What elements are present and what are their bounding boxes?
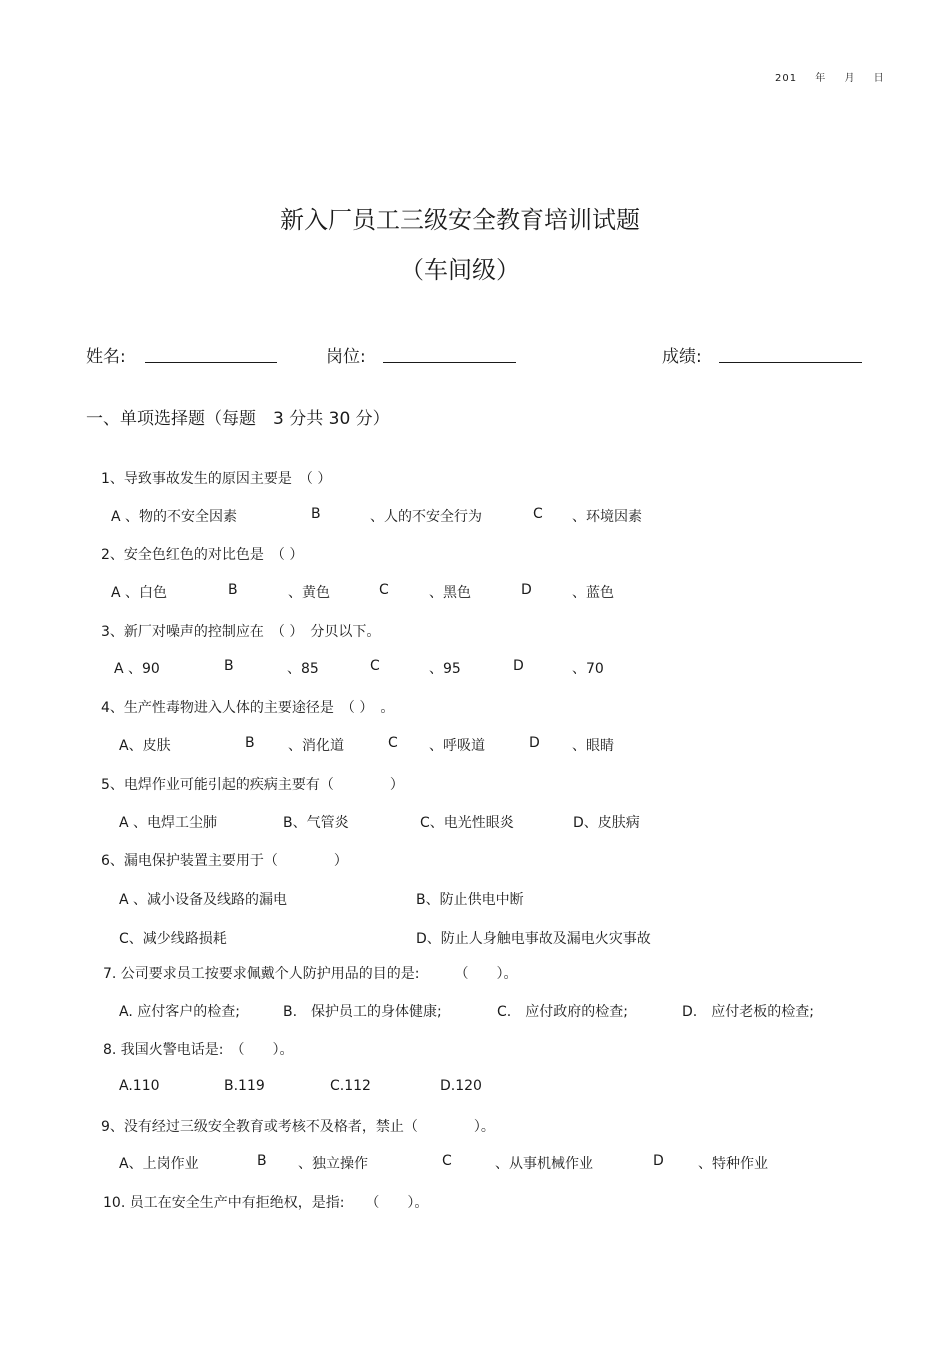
page-title: 新入厂员工三级安全教育培训试题 — [280, 206, 640, 234]
q3-option-b-text: 、85 — [287, 661, 319, 677]
q1-option-a: A 、物的不安全因素 — [111, 509, 238, 525]
q4-option-a: A、皮肤 — [119, 738, 171, 754]
post-label: 岗位: — [326, 347, 366, 367]
q3-option-c-letter: C — [370, 658, 380, 674]
question-4: 4、生产性毒物进入人体的主要途径是 （ ） 。 — [101, 700, 395, 716]
q2-option-b-letter: B — [228, 582, 238, 598]
date-day-label: 日 — [873, 73, 885, 84]
q1-option-b-text: 、人的不安全行为 — [370, 509, 482, 525]
q3-option-d-letter: D — [513, 658, 524, 674]
q4-option-d-letter: D — [529, 735, 540, 751]
date-year-label: 年 — [815, 73, 827, 84]
q3-option-d-text: 、70 — [572, 661, 604, 677]
q8-option-c: C.112 — [330, 1078, 371, 1094]
name-field[interactable] — [145, 362, 277, 363]
q2-option-d-text: 、蓝色 — [572, 585, 614, 601]
score-field[interactable] — [719, 362, 862, 363]
q9-option-d-letter: D — [653, 1153, 664, 1169]
question-6: 6、漏电保护装置主要用于（ ） — [101, 853, 348, 869]
question-3: 3、新厂对噪声的控制应在 （ ） 分贝以下。 — [101, 624, 381, 640]
q2-option-a: A 、白色 — [111, 585, 168, 601]
q2-option-c-text: 、黑色 — [429, 585, 471, 601]
q3-option-c-text: 、95 — [429, 661, 461, 677]
q1-option-c-text: 、环境因素 — [572, 509, 642, 525]
q7-option-d: D. 应付老板的检查; — [682, 1004, 814, 1020]
q3-option-a: A 、90 — [114, 661, 160, 677]
q4-option-b-text: 、消化道 — [288, 738, 344, 754]
q9-option-a: A、上岗作业 — [119, 1156, 199, 1172]
q1-option-b-letter: B — [311, 506, 321, 522]
section-heading: 一、单项选择题（每题 3 分共 30 分） — [86, 409, 390, 429]
q2-option-c-letter: C — [379, 582, 389, 598]
q2-option-d-letter: D — [521, 582, 532, 598]
q7-option-a: A. 应付客户的检查; — [119, 1004, 240, 1020]
date-line — [775, 69, 899, 84]
q4-option-d-text: 、眼睛 — [572, 738, 614, 754]
q9-option-d-text: 、特种作业 — [698, 1156, 768, 1172]
q5-option-c: C、电光性眼炎 — [420, 815, 514, 831]
q4-option-c-letter: C — [388, 735, 398, 751]
q9-option-c-letter: C — [442, 1153, 452, 1169]
question-9: 9、没有经过三级安全教育或考核不及格者，禁止（ ）。 — [101, 1119, 495, 1135]
q7-option-b: B. 保护员工的身体健康; — [283, 1004, 442, 1020]
q8-option-a: A.110 — [119, 1078, 160, 1094]
q9-option-b-text: 、独立操作 — [298, 1156, 368, 1172]
q1-option-c-letter: C — [533, 506, 543, 522]
date-year: 201 — [775, 73, 798, 84]
q8-option-d: D.120 — [440, 1078, 482, 1094]
page-subtitle: （车间级） — [400, 256, 520, 284]
name-label: 姓名: — [86, 347, 126, 367]
q5-option-a: A 、电焊工尘肺 — [119, 815, 218, 831]
score-label: 成绩: — [662, 347, 702, 367]
question-10: 10. 员工在安全生产中有拒绝权，是指: （ ）。 — [103, 1195, 429, 1211]
question-2: 2、安全色红色的对比色是 （ ） — [101, 547, 304, 563]
q6-option-b: B、防止供电中断 — [416, 892, 524, 908]
question-7: 7. 公司要求员工按要求佩戴个人防护用品的目的是: （ ）。 — [103, 966, 518, 982]
q6-option-a: A 、减小设备及线路的漏电 — [119, 892, 288, 908]
question-5: 5、电焊作业可能引起的疾病主要有（ ） — [101, 777, 404, 793]
post-field[interactable] — [383, 362, 516, 363]
date-month-label: 月 — [844, 73, 856, 84]
q5-option-d: D、皮肤病 — [573, 815, 640, 831]
q4-option-c-text: 、呼吸道 — [429, 738, 485, 754]
q5-option-b: B、气管炎 — [283, 815, 349, 831]
q6-option-c: C、减少线路损耗 — [119, 931, 227, 947]
q9-option-c-text: 、从事机械作业 — [495, 1156, 593, 1172]
question-8: 8. 我国火警电话是: （ ）。 — [103, 1042, 294, 1058]
q6-option-d: D、防止人身触电事故及漏电火灾事故 — [416, 931, 651, 947]
question-1: 1、导致事故发生的原因主要是 （ ） — [101, 471, 332, 487]
q4-option-b-letter: B — [245, 735, 255, 751]
q2-option-b-text: 、黄色 — [288, 585, 330, 601]
q7-option-c: C. 应付政府的检查; — [497, 1004, 628, 1020]
q3-option-b-letter: B — [224, 658, 234, 674]
q9-option-b-letter: B — [257, 1153, 267, 1169]
q8-option-b: B.119 — [224, 1078, 265, 1094]
